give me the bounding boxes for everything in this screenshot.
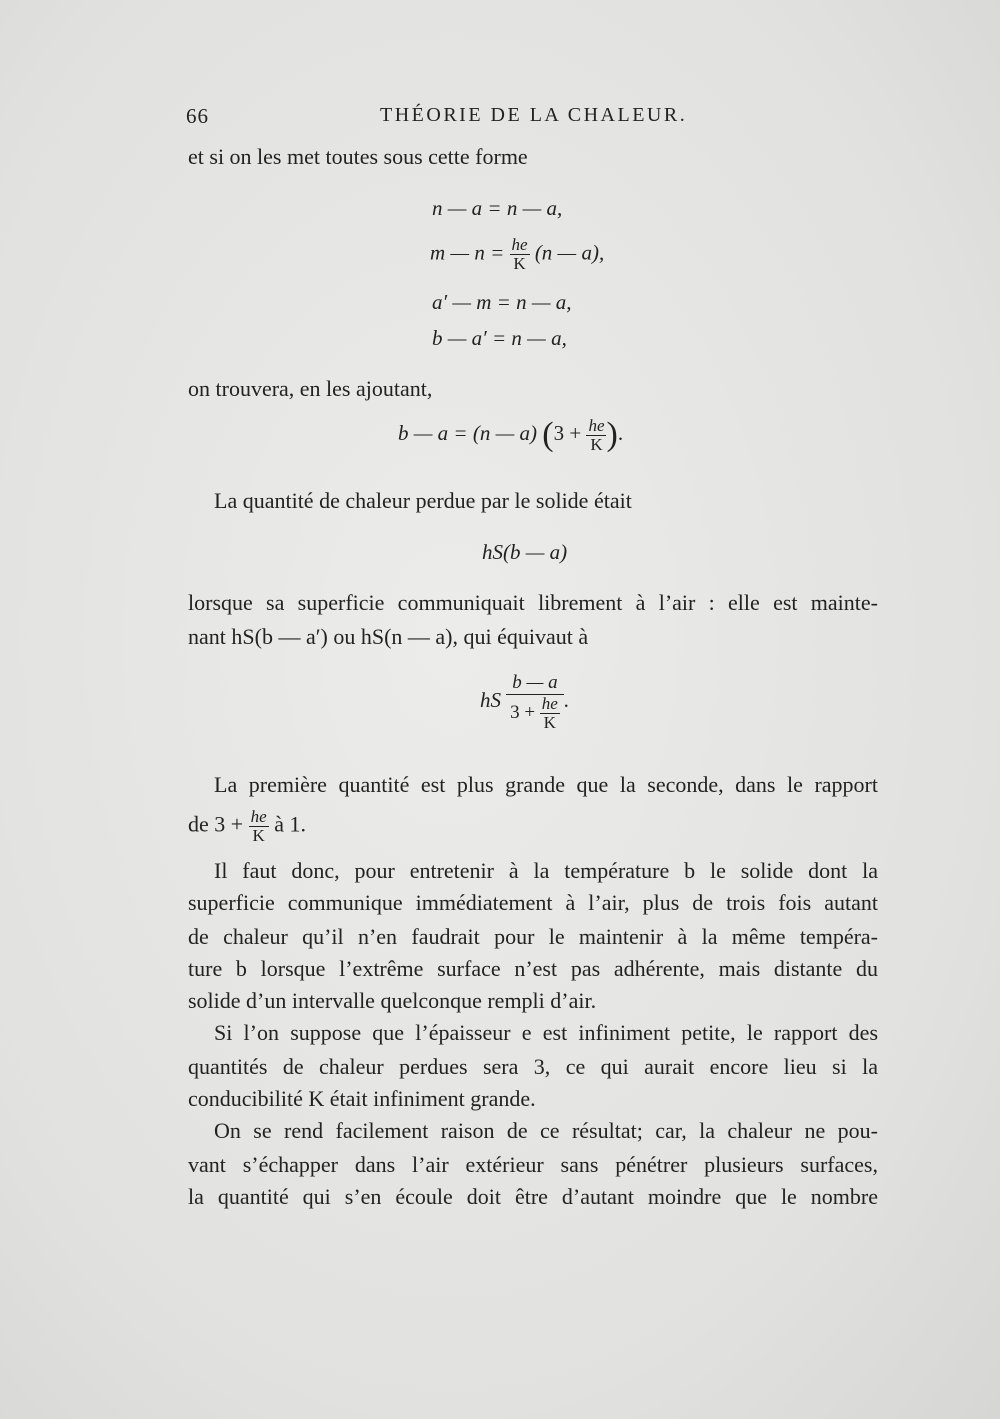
equation-1: n — a = n — a, — [432, 196, 563, 220]
equation-2 — [430, 236, 604, 273]
fraction-numerator: he — [588, 415, 605, 435]
paragraph-5-line-2: quantités de chaleur perdues sera 3, ce qui aurait encore lieu si la — [188, 1054, 878, 1079]
fraction-denominator: K — [252, 826, 265, 845]
fraction-numerator: he — [250, 807, 267, 826]
equation-2-left: m — n = — [430, 240, 505, 265]
paragraph-2-line-1: lorsque sa superficie communiquait librement à l’air : elle est mainte- — [188, 590, 878, 615]
paragraph-3-line-1: La première quantité est plus grande que la seconde, dans le rapport — [214, 772, 878, 797]
running-title: THÉORIE DE LA CHALEUR. — [380, 104, 688, 126]
fraction-numerator: he — [511, 235, 528, 254]
fraction-denominator: K — [543, 713, 556, 732]
fraction-big-numerator: b — a — [506, 672, 563, 695]
paragraph-5-line-3: conducibilité K était infiniment grande. — [188, 1086, 536, 1111]
fraction-he-over-k — [510, 236, 530, 273]
equation-4: b — a′ = n — a, — [432, 326, 567, 350]
fraction-he-over-k — [586, 417, 606, 454]
equation-7: hS b — a 3 + $\frac{he}{K}$ . — [480, 672, 569, 732]
paragraph-4-line-4: ture b lorsque l’extrême surface n’est pas adhérente, mais distante du — [188, 956, 878, 981]
paragraph-4-line-5: solide d’un intervalle quelconque rempli d’air. — [188, 988, 597, 1013]
fraction-he-over-k — [249, 808, 269, 845]
fraction-big-denominator — [506, 695, 563, 732]
paragraph-4-line-2: superficie communique immédiatement à l’air, plus de trois fois autant — [188, 890, 878, 915]
paragraph-4-line-3: de chaleur qu’il n’en faudrait pour le maintenir à la même tempéra- — [188, 924, 878, 949]
intro-line: et si on les met toutes sous cette forme — [188, 144, 528, 169]
paragraph-3-line-2 — [188, 808, 878, 845]
equation-5-three: 3 + — [553, 420, 582, 445]
equation-3: a′ — m = n — a, — [432, 290, 572, 314]
fraction-denominator: K — [590, 434, 603, 454]
equation-5: b — a = (n — a) (3 + $\frac{he}{K}$ ). — [398, 415, 624, 454]
equation-5-left: b — a = (n — a) — [398, 420, 538, 445]
fraction-he-over-k — [540, 695, 560, 732]
paragraph-2-line-2: nant hS(b — a′) ou hS(n — a), qui équivaut à — [188, 624, 589, 649]
fraction-numerator: he — [541, 694, 558, 713]
paragraph-6-line-3: la quantité qui s’en écoule doit être d’autant moindre que le nombre — [188, 1184, 878, 1209]
page-number: 66 — [186, 104, 209, 128]
paragraph-1: La quantité de chaleur perdue par le solide était — [214, 488, 632, 513]
trouvera-line: on trouvera, en les ajoutant, — [188, 376, 433, 401]
paragraph-6-line-1: On se rend facilement raison de ce résultat; car, la chaleur ne pou- — [214, 1118, 878, 1143]
paragraph-5-line-1: Si l’on suppose que l’épaisseur e est infiniment petite, le rapport des — [214, 1020, 878, 1045]
equation-7-hs: hS — [480, 687, 501, 712]
paragraph-4-line-1: Il faut donc, pour entretenir à la température b le solide dont la — [214, 858, 878, 883]
equation-6: hS(b — a) — [482, 540, 568, 564]
denominator-three: 3 + — [510, 701, 536, 723]
paragraph-3-end: à 1. — [274, 811, 306, 837]
close-paren: ) — [606, 416, 618, 453]
open-paren: ( — [542, 416, 554, 453]
equation-2-right: (n — a), — [534, 240, 605, 265]
fraction-denominator: K — [513, 254, 526, 273]
paragraph-3-de: de 3 + — [188, 811, 244, 837]
paragraph-6-line-2: vant s’échapper dans l’air extérieur sans pénétrer plusieurs surfaces, — [188, 1152, 878, 1177]
fraction-big — [506, 672, 563, 732]
